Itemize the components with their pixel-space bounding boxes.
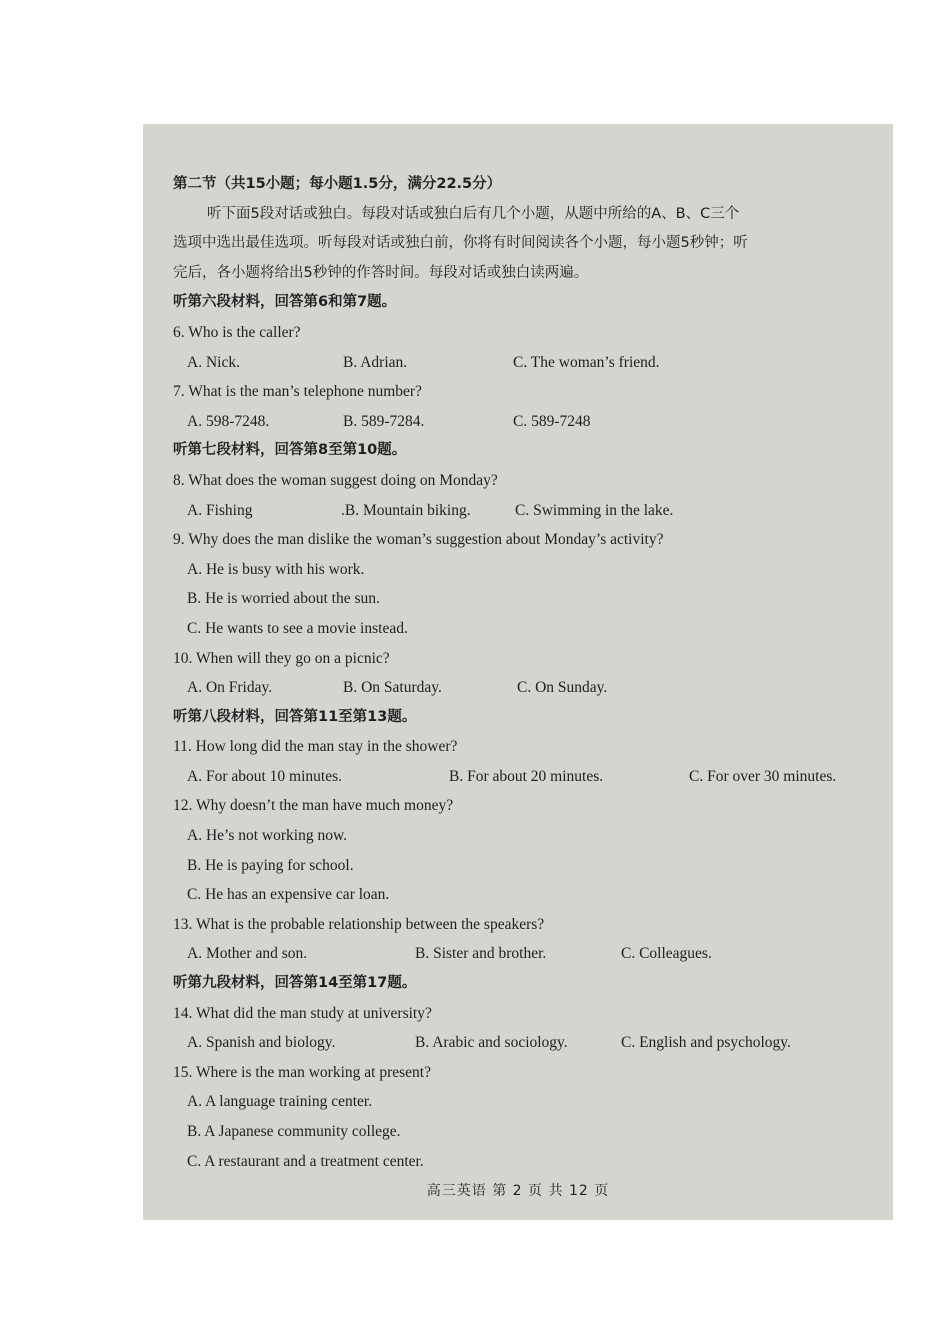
question-options [173,762,863,792]
material-header: 听第九段材料，回答第14至第17题。 [173,975,417,992]
option-c[interactable]: C. 589-7248 [513,412,591,430]
option-a[interactable]: A. 598-7248. [187,412,270,430]
option-b[interactable]: B. He is paying for school. [187,856,354,874]
option-b[interactable]: B. 589-7284. [343,412,425,430]
option-c[interactable]: C. He has an expensive car loan. [187,886,390,904]
question-options [173,1028,863,1058]
exam-page [143,124,893,1220]
option-b[interactable]: B. For about 20 minutes. [449,767,604,785]
material-header: 听第六段材料，回答第6和第7题。 [173,294,397,311]
question-stem: 6. Who is the caller? [173,323,301,341]
question-stem: 8. What does the woman suggest doing on Monday? [173,471,498,489]
option-b[interactable]: B. He is worried about the sun. [187,590,380,608]
question-options [173,939,863,969]
instruction-line: 完后，各小题将给出5秒钟的作答时间。每段对话或独白读两遍。 [173,264,589,281]
question-stem: 7. What is the man’s telephone number? [173,383,422,401]
option-a[interactable]: A. Spanish and biology. [187,1034,336,1052]
option-b[interactable]: .B. Mountain biking. [341,501,471,519]
option-a[interactable]: A. Nick. [187,353,240,371]
question-stem: 11. How long did the man stay in the shower? [173,738,458,756]
option-b[interactable]: B. Arabic and sociology. [415,1034,568,1052]
option-a[interactable]: A. A language training center. [187,1093,373,1111]
option-c[interactable]: C. Colleagues. [621,945,712,963]
option-c[interactable]: C. On Sunday. [517,679,608,697]
listening-section [173,170,863,1176]
question-options [173,348,863,378]
option-c[interactable]: C. English and psychology. [621,1034,791,1052]
question-stem: 13. What is the probable relationship between the speakers? [173,915,545,933]
option-a[interactable]: A. Mother and son. [187,945,308,963]
option-a[interactable]: A. For about 10 minutes. [187,767,342,785]
question-stem: 12. Why doesn’t the man have much money? [173,797,454,815]
option-a[interactable]: A. He is busy with his work. [187,560,365,578]
material-header: 听第七段材料，回答第8至第10题。 [173,442,407,459]
question-options [173,407,863,437]
option-b[interactable]: B. Sister and brother. [415,945,547,963]
instruction-line: 选项中选出最佳选项。听每段对话或独白前，你将有时间阅读各个小题，每小题5秒钟；听 [173,235,748,252]
option-a[interactable]: A. He’s not working now. [187,827,348,845]
option-c[interactable]: C. A restaurant and a treatment center. [187,1152,424,1170]
option-b[interactable]: B. Adrian. [343,353,408,371]
option-c[interactable]: C. Swimming in the lake. [515,501,674,519]
question-stem: 10. When will they go on a picnic? [173,649,390,667]
question-options [173,496,863,526]
question-stem: 15. Where is the man working at present? [173,1063,431,1081]
option-b[interactable]: B. A Japanese community college. [187,1123,401,1140]
option-a[interactable]: A. On Friday. [187,679,273,697]
option-c[interactable]: C. He wants to see a movie instead. [187,619,408,637]
section-title: 第二节（共15小题；每小题1.5分，满分22.5分） [173,176,502,192]
question-stem: 9. Why does the man dislike the woman’s suggestion about Monday’s activity? [173,531,664,549]
option-b[interactable]: B. On Saturday. [343,679,442,697]
instruction-line: 听下面5段对话或独白。每段对话或独白后有几个小题，从题中所给的A、B、C三个 [207,205,740,222]
question-stem: 14. What did the man study at university? [173,1004,432,1022]
option-a[interactable]: A. Fishing [187,501,253,519]
option-c[interactable]: C. For over 30 minutes. [689,767,837,785]
question-options [173,673,863,703]
option-c[interactable]: C. The woman’s friend. [513,353,660,371]
material-header: 听第八段材料，回答第11至第13题。 [173,708,417,725]
page-footer: 高三英语 第 2 页 共 12 页 [426,1183,610,1199]
